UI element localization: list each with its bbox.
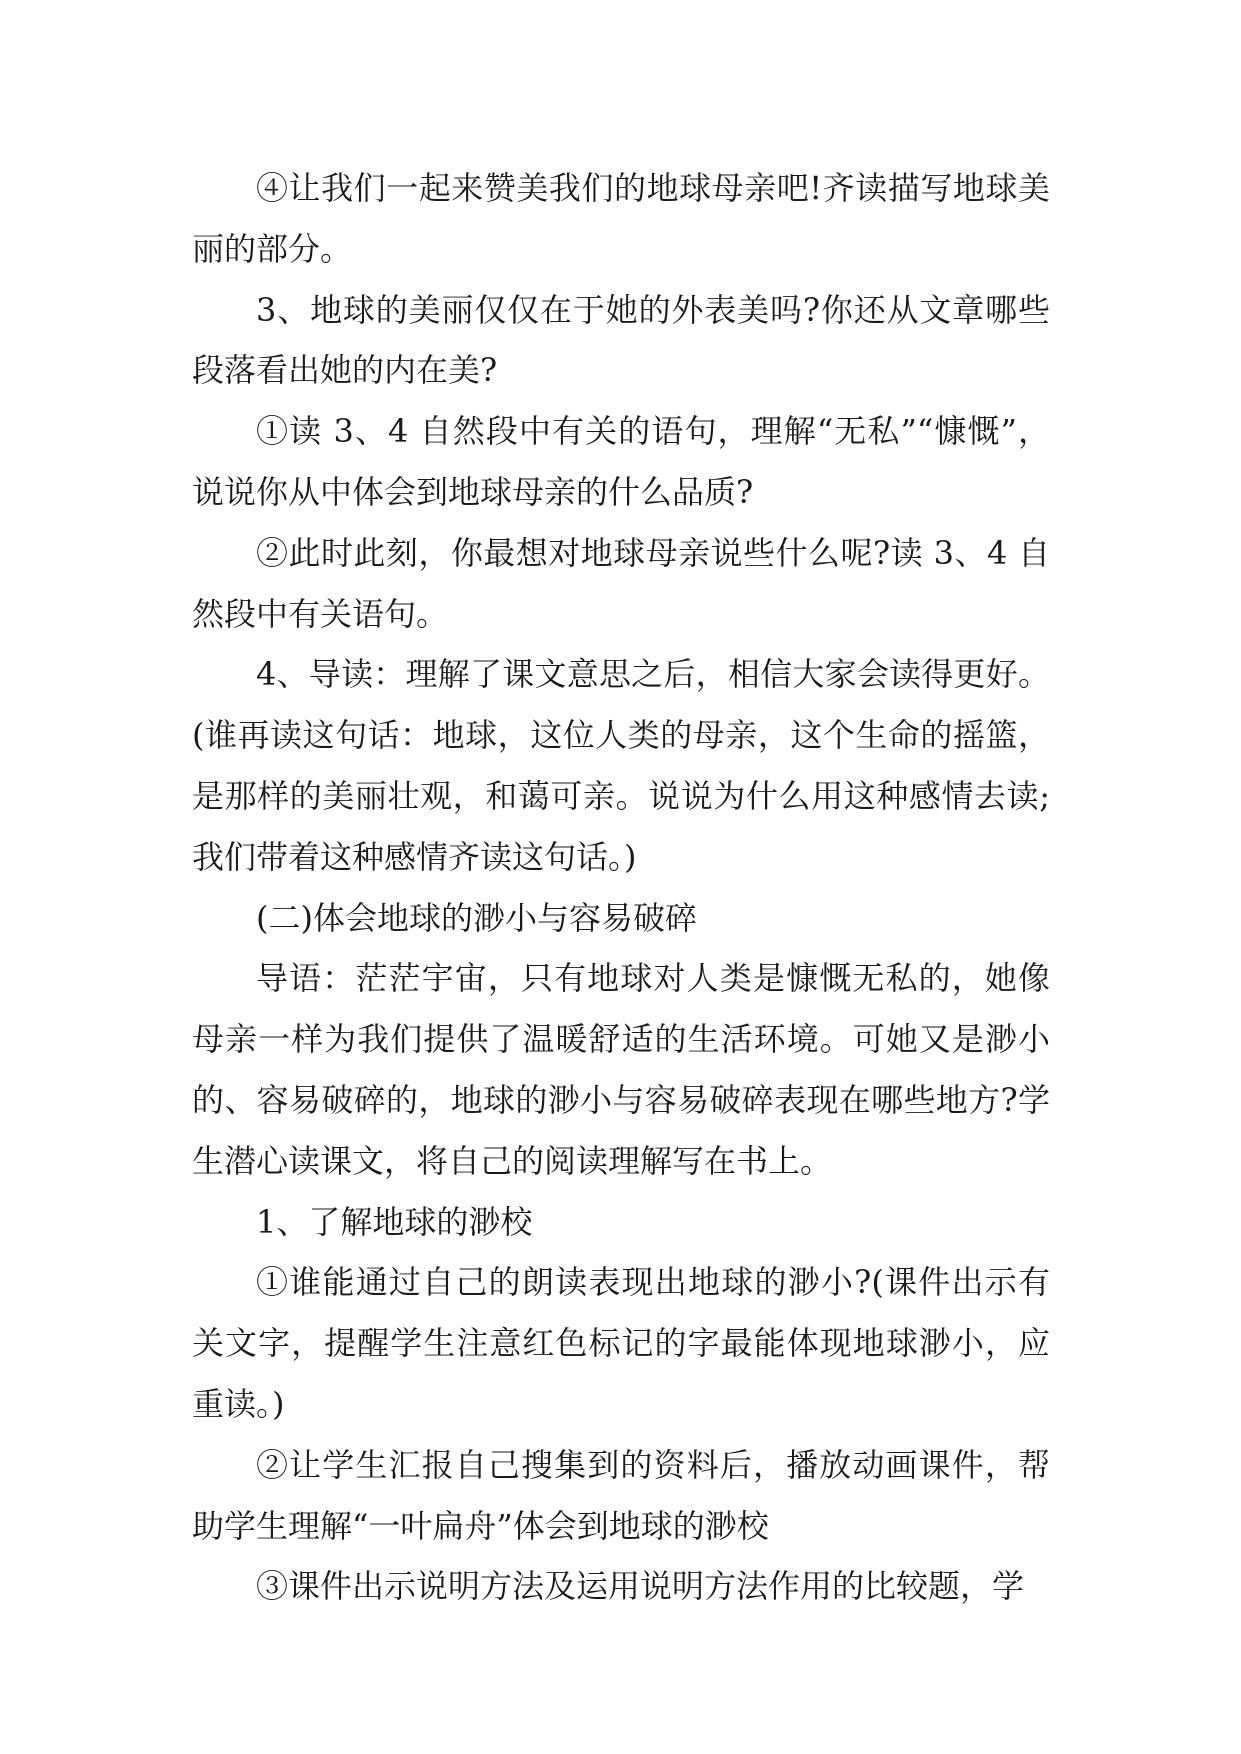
paragraph-praise-earth: ④让我们一起来赞美我们的地球母亲吧!齐读描写地球美丽的部分。: [192, 169, 1050, 268]
paragraph-comparison-exercise: ③课件出示说明方法及运用说明方法作用的比较题，学: [256, 1567, 1025, 1606]
paragraph-guided-reading: 4、导读：理解了课文意思之后，相信大家会读得更好。(谁再读这句话：地球，这位人类的母亲，这个生命的摇篮，是那样的美丽壮观，和蔼可亲。说说为什么用这种感情去读;我们带着这种感情齐读这句话。): [192, 655, 1050, 876]
paragraph-speak-to-earth: ②此时此刻，你最想对地球母亲说些什么呢?读 3、4 自然段中有关语句。: [192, 533, 1050, 633]
paragraph-student-report: ②让学生汇报自己搜集到的资料后，播放动画课件，帮助学生理解“一叶扁舟”体会到地球的渺校: [192, 1445, 1050, 1545]
paragraph-read-aloud-small: ①谁能通过自己的朗读表现出地球的渺小?(课件出示有关文字，提醒学生注意红色标记的字最能体现地球渺小，应重读。): [192, 1263, 1050, 1423]
subheading-understand-small: 1、了解地球的渺校: [256, 1202, 533, 1241]
paragraph-read-selfless: ①读 3、4 自然段中有关的语句，理解“无私”“慷慨”，说说你从中体会到地球母亲的什么品质?: [192, 412, 1050, 511]
paragraph-introduction: 导语：茫茫宇宙，只有地球对人类是慷慨无私的，她像母亲一样为我们提供了温暖舒适的生活环境。可她又是渺小的、容易破碎的，地球的渺小与容易破碎表现在哪些地方?学生潜心读课文，将自己的阅读理解写在书上。: [192, 959, 1050, 1180]
paragraph-question-inner-beauty: 3、地球的美丽仅仅在于她的外表美吗?你还从文章哪些段落看出她的内在美?: [192, 290, 1050, 390]
document-body: [192, 158, 1050, 1617]
section-heading-earth-small: (二)体会地球的渺小与容易破碎: [256, 898, 697, 937]
